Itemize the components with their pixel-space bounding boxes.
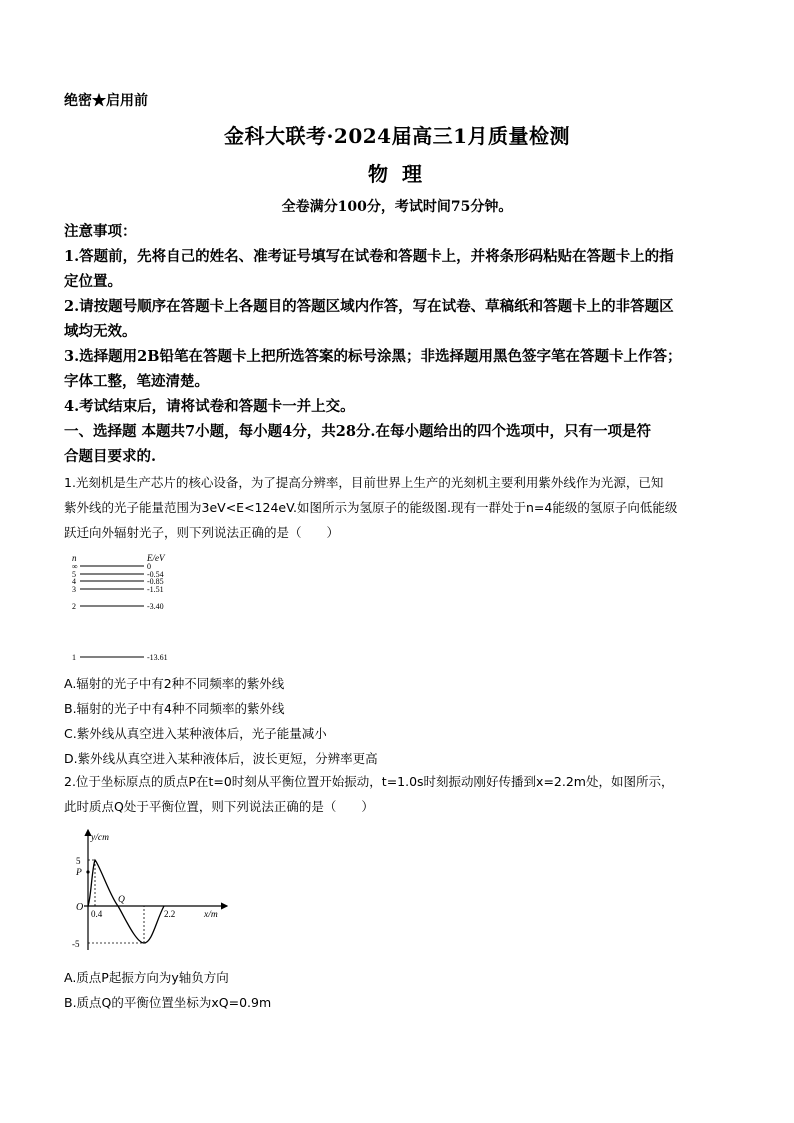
- q1-stem-line: 紫外线的光子能量范围为3eV<E<124eV.如图所示为氢原子的能级图.现有一群处于n=4能级的氢原子向低能级: [64, 500, 678, 515]
- q1-option-d: D.紫外线从真空进入某种液体后，波长更短，分辨率更高: [64, 751, 378, 766]
- level-e: -3.40: [147, 602, 164, 611]
- question-1: [64, 470, 744, 545]
- notes-item: 字体工整，笔迹清楚。: [64, 373, 209, 390]
- point-p-label: P: [76, 868, 82, 878]
- section-heading-cont: 合题目要求的.: [64, 448, 157, 465]
- confidential-label: 绝密★启用前: [64, 93, 148, 109]
- notes-item: 1.答题前，先将自己的姓名、准考证号填写在试卷和答题卡上，并将条形码粘贴在答题卡上的指: [64, 248, 674, 265]
- q1-stem-line: 1.光刻机是生产芯片的核心设备，为了提高分辨率，目前世界上生产的光刻机主要利用紫外线作为光源，已知: [64, 475, 664, 490]
- q2-option-b: B.质点Q的平衡位置坐标为xQ=0.9m: [64, 995, 272, 1010]
- q1-option-a: A.辐射的光子中有2种不同频率的紫外线: [64, 676, 285, 691]
- level-n: ∞: [72, 562, 78, 571]
- energy-level-diagram: [64, 548, 204, 666]
- point-q-label: Q: [118, 895, 125, 905]
- x-axis-label: x/m: [204, 910, 218, 920]
- y-tick-neg5: -5: [72, 939, 80, 949]
- question-2: [64, 769, 744, 819]
- x-tick-2-2: 2.2: [164, 909, 176, 919]
- level-e: -13.61: [147, 653, 168, 662]
- notes-block: [64, 219, 744, 469]
- n-axis-label: n: [72, 553, 77, 563]
- origin-label: O: [76, 902, 84, 913]
- y-tick-5: 5: [76, 856, 81, 866]
- notes-item: 定位置。: [64, 273, 122, 290]
- level-n: 1: [72, 653, 76, 662]
- notes-item: 2.请按题号顺序在答题卡上各题目的答题区域内作答，写在试卷、草稿纸和答题卡上的非答题区: [64, 298, 674, 315]
- level-e: -0.54: [147, 570, 164, 579]
- y-axis-label: y/cm: [91, 833, 109, 843]
- x-tick-0-4: 0.4: [91, 909, 103, 919]
- q1-option-c: C.紫外线从真空进入某种液体后，光子能量减小: [64, 726, 327, 741]
- notes-item: 域均无效。: [64, 323, 137, 340]
- q1-stem-line: 跃迁向外辐射光子，则下列说法正确的是（ ）: [64, 525, 340, 540]
- level-e: -0.85: [147, 577, 164, 586]
- q2-stem-line: 此时质点Q处于平衡位置，则下列说法正确的是（ ）: [64, 799, 374, 814]
- wave-curve: [88, 860, 164, 943]
- section-heading: 一、选择题 本题共7小题，每小题4分，共28分.在每小题给出的四个选项中，只有一项是符: [64, 423, 651, 440]
- level-n: 3: [72, 585, 76, 594]
- level-n: 2: [72, 602, 76, 611]
- notes-heading: 注意事项：: [64, 223, 137, 240]
- level-e: 0: [147, 562, 151, 571]
- level-n: 5: [72, 570, 76, 579]
- wave-graph: [62, 826, 237, 954]
- energy-axis-label: E/eV: [147, 553, 165, 563]
- q2-stem-line: 2.位于坐标原点的质点P在t=0时刻从平衡位置开始振动，t=1.0s时刻振动刚好传播到x=2.2m处，如图所示，: [64, 774, 674, 789]
- notes-item: 4.考试结束后，请将试卷和答题卡一并上交。: [64, 398, 355, 415]
- full-score-note: 全卷满分100分，考试时间75分钟。: [281, 199, 513, 215]
- notes-item: 3.选择题用2B铅笔在答题卡上把所选答案的标号涂黑；非选择题用黑色签字笔在答题卡上作答；: [64, 348, 682, 365]
- level-n: 4: [72, 577, 76, 586]
- level-e: -1.51: [147, 585, 164, 594]
- exam-title: 金科大联考·2024届高三1月质量检测: [223, 124, 571, 148]
- point-p-dot: [86, 870, 89, 873]
- subject-title: 物理: [368, 162, 436, 186]
- q1-option-b: B.辐射的光子中有4种不同频率的紫外线: [64, 701, 285, 716]
- q2-option-a: A.质点P起振方向为y轴负方向: [64, 970, 229, 985]
